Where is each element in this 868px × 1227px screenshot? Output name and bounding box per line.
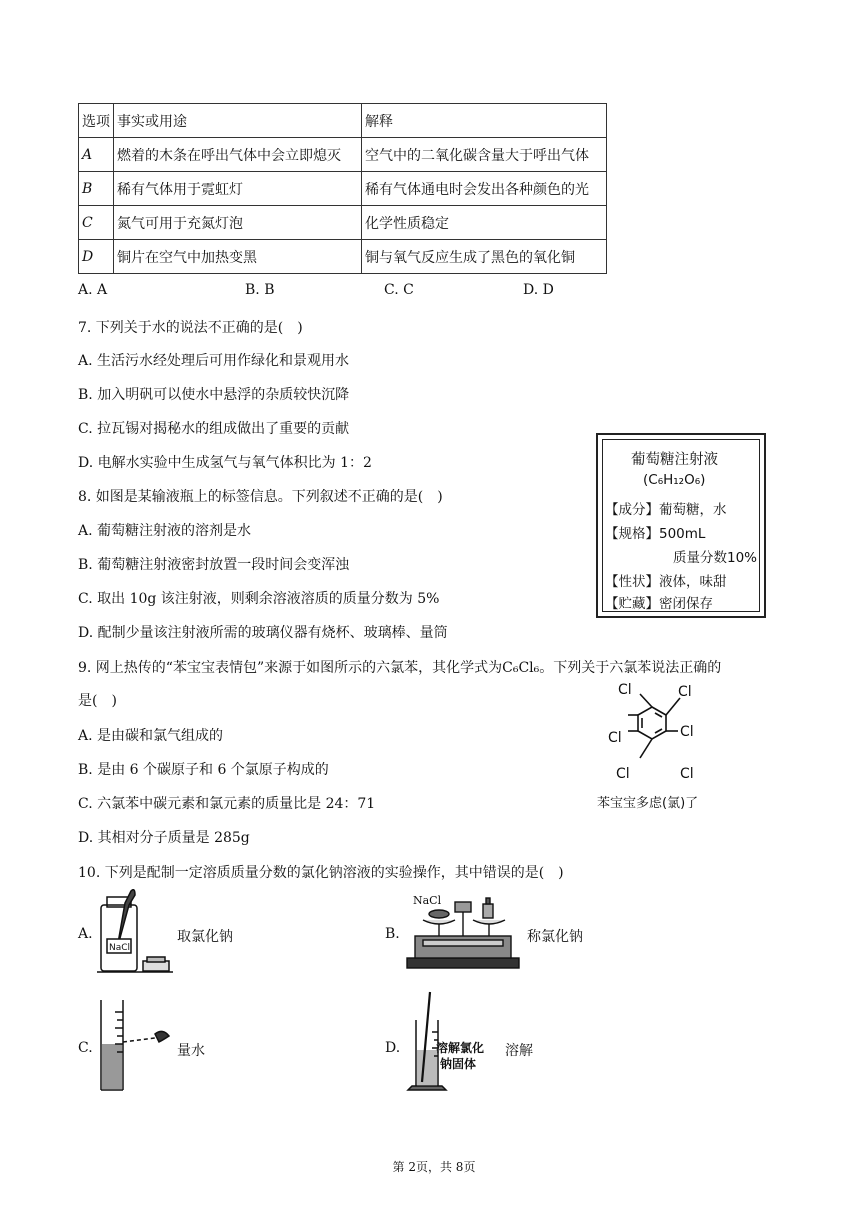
table-cell: B [79,172,114,206]
q9-option-b: B. 是由 6 个碳原子和 6 个氯原子构成的 [78,762,329,778]
table-cell: 铜与氧气反应生成了黑色的氧化铜 [362,240,607,274]
q10-option-a-text: 取氯化钠 [177,929,233,945]
q6-option-b: B. B [245,282,275,298]
table-cell: 稀有气体用于霓虹灯 [114,172,362,206]
q9-option-a: A. 是由碳和氯气组成的 [78,728,224,744]
table-cell: A [79,138,114,172]
fact-table [78,103,607,274]
page-footer: 第 2页，共 8页 [392,1160,476,1174]
table-header-cell: 选项 [79,104,114,138]
q10-option-b-letter: B. [385,926,400,942]
infusion-label-figure [596,433,766,618]
table-header-row [79,104,607,138]
q10-option-b-text: 称氯化钠 [527,929,583,945]
q6-option-a: A. A [78,282,108,298]
table-cell: 稀有气体通电时会发出各种颜色的光 [362,172,607,206]
q7-option-a: A. 生活污水经处理后可用作绿化和景观用水 [78,353,350,369]
cylinder-inner-text-1: 溶解氯化 [436,1041,485,1055]
cylinder-dissolving-figure [402,990,502,1096]
q10-option-a-letter: A. [78,926,93,942]
q8-option-b: B. 葡萄糖注射液密封放置一段时间会变浑浊 [78,557,350,573]
cl-atom-label: Cl [680,766,694,782]
q7-option-b: B. 加入明矾可以使水中悬浮的杂质较快沉降 [78,387,350,403]
q8-option-d: D. 配制少量该注射液所需的玻璃仪器有烧杯、玻璃棒、量筒 [78,625,448,641]
table-cell: D [79,240,114,274]
table-cell: 氮气可用于充氮灯泡 [114,206,362,240]
q7-option-c: C. 拉瓦锡对揭秘水的组成做出了重要的贡献 [78,421,350,437]
table-cell: 铜片在空气中加热变黑 [114,240,362,274]
q10-option-d-letter: D. [385,1040,401,1056]
q9-stem-line2: 是( ) [78,693,117,709]
cl-atom-label: Cl [618,682,632,698]
infusion-label-inner [602,439,760,612]
label-line-concentration: 质量分数10% [673,550,758,566]
q10-option-d-text: 溶解 [505,1043,533,1059]
cl-atom-label: Cl [608,730,622,746]
table-cell: 燃着的木条在呼出气体中会立即熄灭 [114,138,362,172]
jar-label: NaCl [109,943,131,953]
graduated-cylinder-figure [97,998,177,1094]
cl-atom-label: Cl [616,766,630,782]
balance-label: NaCl [413,894,442,907]
label-formula: (C₆H₁₂O₆) [643,472,706,488]
table-cell: C [79,206,114,240]
q6-option-c: C. C [384,282,414,298]
table-row [79,172,607,206]
table-row [79,206,607,240]
balance-figure [405,890,523,972]
q9-option-c: C. 六氯苯中碳元素和氯元素的质量比是 24：71 [78,796,376,812]
q7-option-d: D. 电解水实验中生成氢气与氧气体积比为 1：2 [78,455,372,471]
table-row [79,240,607,274]
q9-option-d: D. 其相对分子质量是 285g [78,830,250,846]
table-header-cell: 解释 [362,104,607,138]
cl-atom-label: Cl [678,684,692,700]
q7-stem: 7. 下列关于水的说法不正确的是( ) [78,320,303,336]
hexachlorobenzene-structure [596,680,716,790]
q6-option-d: D. D [523,282,554,298]
cl-atom-label: Cl [680,724,694,740]
label-line-storage: 【贮藏】密闭保存 [605,596,713,612]
table-row [79,138,607,172]
table-cell: 空气中的二氧化碳含量大于呼出气体 [362,138,607,172]
table-header-cell: 事实或用途 [114,104,362,138]
label-line-ingredients: 【成分】葡萄糖，水 [605,502,727,518]
q8-option-a: A. 葡萄糖注射液的溶剂是水 [78,523,252,539]
q9-stem-line1: 9. 网上热传的“苯宝宝表情包”来源于如图所示的六氯苯，其化学式为C₆Cl₆。下列关于六氯苯说法正确的 [78,660,722,676]
structure-caption: 苯宝宝多虑(氯)了 [597,796,699,811]
reagent-jar-figure [95,889,175,975]
label-line-spec: 【规格】500mL [605,526,706,542]
cylinder-inner-text-2: 钠固体 [440,1057,477,1071]
q8-option-c: C. 取出 10g 该注射液，则剩余溶液溶质的质量分数为 5% [78,591,440,607]
table-cell: 化学性质稳定 [362,206,607,240]
q10-option-c-text: 量水 [177,1043,205,1059]
label-title: 葡萄糖注射液 [631,452,718,468]
label-line-properties: 【性状】液体，味甜 [605,574,727,590]
q10-stem: 10. 下列是配制一定溶质质量分数的氯化钠溶液的实验操作，其中错误的是( ) [78,865,564,881]
q10-option-c-letter: C. [78,1040,93,1056]
q8-stem: 8. 如图是某输液瓶上的标签信息。下列叙述不正确的是( ) [78,489,443,505]
